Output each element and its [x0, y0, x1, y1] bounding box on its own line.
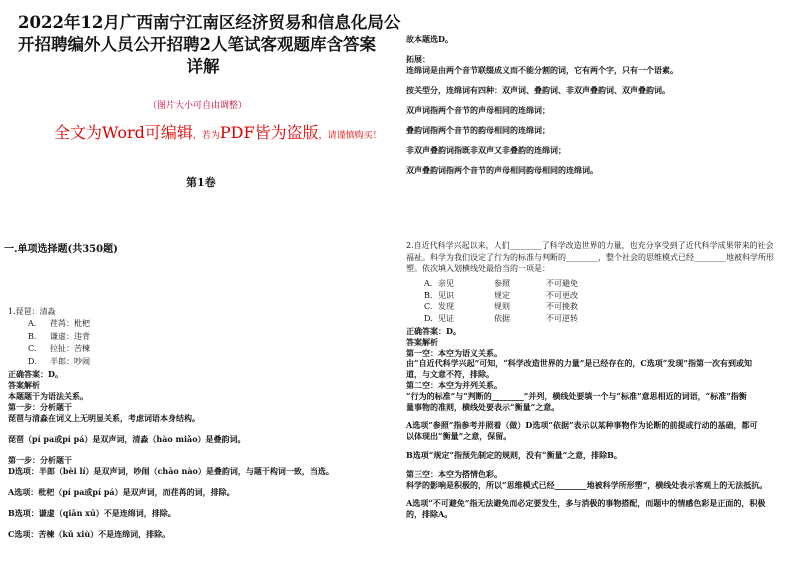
answer-line: D选项：半郎（bèi lí）是双声词，吵闹（chāo nào）是叠韵词，与题干构词一致，当选。: [8, 466, 334, 476]
promo-warning: ，请谨慎购买！: [318, 131, 382, 141]
page-title: [18, 12, 401, 78]
option-row: A. 荏苒：枇杷: [28, 319, 90, 328]
answer-line: A选项“参照”指参考并照着（做）D选项“依据”表示以某种事物作为论断的前提或行动的基础，都可: [406, 420, 758, 431]
option-row: C. 拉扯：苦楝: [28, 344, 90, 353]
answer-line: 第一步：分析题干: [8, 455, 72, 465]
answer-line: 的，排除A。: [406, 509, 453, 520]
section-heading: 一.单项选择题(共350题): [4, 244, 118, 255]
option-row: A. 亲见 参照 不可避免: [424, 279, 578, 288]
answer-line: 第一步：分析题干: [8, 402, 72, 412]
answer-line: 以体现出“衡量”之意，保留。: [406, 431, 512, 442]
answer-line: A选项“不可避免”指无法避免而必定要发生，多与消极的事物搭配，而题中的情感色彩是正面的，积极: [406, 498, 766, 509]
question-1-answer: [8, 369, 334, 540]
answer-line: “行为的标准”与“判断的________”并列，横线处要填一个与“标准”意思相近的词语，“标准”指衡: [406, 390, 747, 401]
question-1-options: [28, 318, 90, 368]
text-line: 叠韵词指两个音节的韵母相同的连绵词；: [406, 125, 550, 135]
promo-banner: [54, 120, 382, 143]
answer-line: 琵琶（pí pa或pí pá）是双声词，清淼（hào miǎo）是叠韵词。: [8, 434, 246, 444]
question-2-options: [424, 278, 578, 324]
answer-line: 答案解析: [406, 336, 438, 347]
promo-pdf-pirated: PDF皆为盗版: [219, 123, 319, 142]
volume-label: 第1卷: [186, 176, 216, 189]
option-row: B. 谦虚：违背: [28, 331, 90, 341]
answer-line: 正确答案：D。: [406, 326, 461, 336]
text-line: 福祉。科学为我们设定了行为的标准与判断的________，整个社会的思维模式已经________地被科学所形: [406, 252, 774, 262]
option-row: C. 发现 规则 不可挽救: [424, 302, 578, 311]
option-row: D. 见证 依据 不可逆转: [424, 313, 578, 323]
text-line: 双声词指两个音节的声母相同的连绵词；: [406, 105, 550, 115]
option-row: B. 见识 规定 不可更改: [424, 290, 578, 300]
question-2-stem: [406, 240, 774, 275]
answer-line: 本题题干为语法关系。: [8, 391, 88, 401]
answer-line: 第三空：本空为搭情色彩。: [406, 468, 502, 479]
answer-line: 第一空：本空为语义关系。: [406, 347, 502, 358]
option-row: D. 半郎：吵闹: [28, 356, 90, 366]
text-line: 故本题选D。: [406, 34, 453, 44]
answer-line: 科学的影响是积极的，所以“思维模式已经________地被科学所形塑”，横线处表示客观上的无法抵抗。: [406, 479, 768, 490]
promo-if: ，若为: [192, 131, 220, 141]
text-line: 连绵词是由两个音节联缀成义而不能分割的词，它有两个字，只有一个语素。: [406, 65, 678, 75]
answer-line: B选项：谦虚（qiān xū）不是连绵词，排除。: [8, 508, 176, 518]
answer-line: C选项：苦楝（kǔ xiù）不是连绵词，排除。: [8, 529, 171, 539]
image-size-note: （图片大小可自由调整）: [148, 101, 248, 111]
text-line: 2.自近代科学兴起以来，人们________了科学改造世界的力量，也充分享受到了近代科学成果带来的社会: [406, 241, 774, 250]
answer-line: 正确答案：D。: [8, 369, 63, 379]
text-line: 塑。依次填入划横线处最恰当的一项是：: [406, 264, 550, 273]
text-line: 双声叠韵词指两个音节的声母相同韵母相同的连绵词。: [406, 165, 598, 175]
answer-line: B选项“规定”指预先制定的规则，没有“衡量”之意，排除B。: [406, 449, 622, 460]
answer-line: 第二空：本空为并列关系。: [406, 379, 502, 390]
question-1-stem: 1.琵琶：清淼: [8, 307, 56, 316]
text-line: 按关型分，连绵词有四种：双声词、叠韵词、非双声叠韵词、双声叠韵词。: [406, 85, 670, 95]
question-2-answer: [406, 326, 767, 520]
text-line: 拓展：: [406, 54, 430, 64]
text-line: 非双声叠韵词指既非双声又非叠韵的连绵词；: [406, 145, 566, 155]
answer-line: 琵琶与清淼在词义上无明显关系，考虑词语本身结构。: [8, 413, 200, 423]
answer-line: A选项：枇杷（pí pa或pí pá）是双声词，而荏苒的词，排除。: [8, 487, 235, 497]
title-line-2: 开招聘编外人员公开招聘2人笔试客观题库含答案: [18, 35, 376, 54]
title-line-1: 2022年12月广西南宁江南区经济贸易和信息化局公: [18, 13, 401, 32]
answer-line: 答案解析: [8, 380, 40, 390]
q1-extension: [406, 34, 678, 176]
answer-line: 量事物的准则，横线处要表示“衡量”之意。: [406, 401, 560, 412]
promo-word-editable: 全文为Word可编辑: [54, 123, 193, 142]
title-line-3: 详解: [186, 57, 220, 76]
answer-line: 道，与文意不符，排除。: [406, 369, 494, 380]
answer-line: 由“自近代科学兴起”可知，“科学改造世界的力量”是已经存在的，C选项“发现”指第一次有到或知: [406, 358, 752, 369]
